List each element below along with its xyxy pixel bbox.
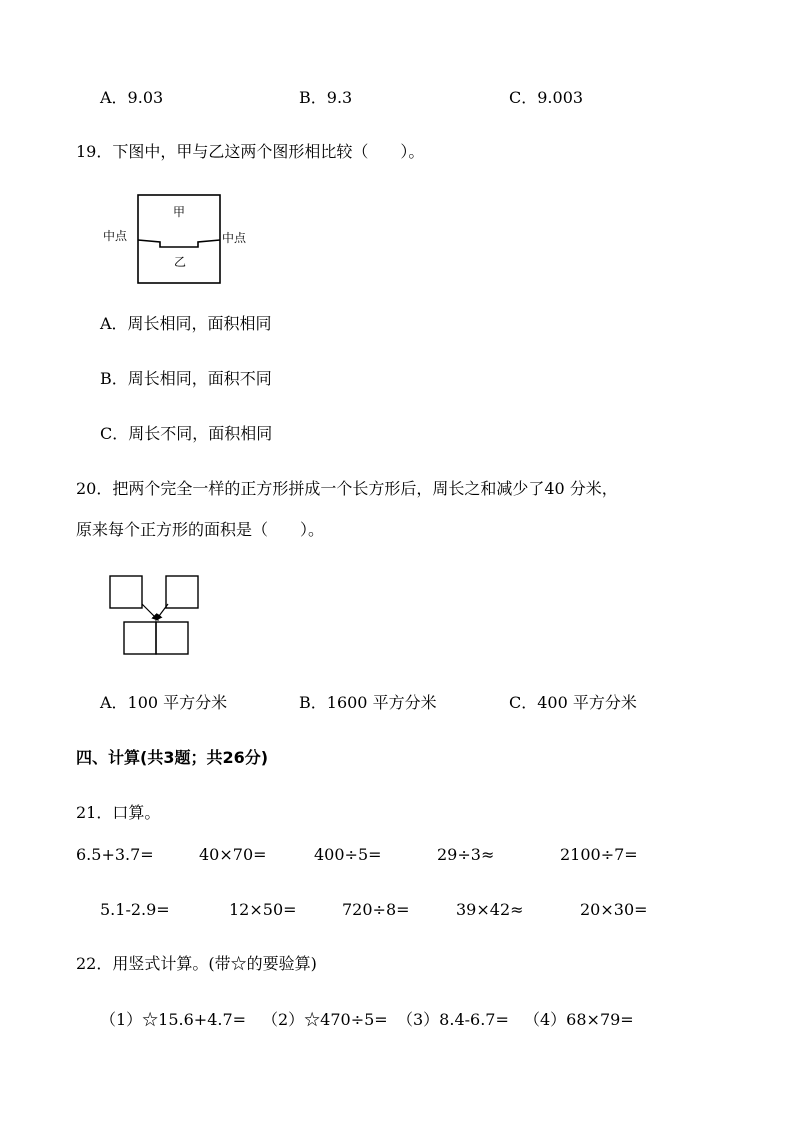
q21-row1-item4: 29÷3≈ (437, 845, 495, 864)
q18-option-c: C．9.003 (509, 88, 584, 107)
q21-row2-item4: 39×42≈ (456, 900, 524, 919)
q19-option-b: B．周长相同，面积不同 (100, 369, 272, 388)
q22-item2: （2）☆470÷5= (262, 1010, 388, 1029)
q18-option-b: B．9.3 (299, 88, 353, 107)
q19-question: 19．下图中，甲与乙这两个图形相比较（ ）。 (76, 142, 425, 161)
q21-row1-item3: 400÷5= (314, 845, 382, 864)
q22-item1: （1）☆15.6+4.7= (100, 1010, 247, 1029)
q20-option-c: C．400 平方分米 (509, 693, 637, 712)
q21-row1-item5: 2100÷7= (560, 845, 638, 864)
q22-item4: （4）68×79= (524, 1010, 634, 1029)
q19-label-right: 中点 (222, 231, 247, 245)
q21-row2-item5: 20×30= (580, 900, 648, 919)
section-4-title: 四、计算(共3题；共26分) (76, 748, 269, 767)
q20-question-line1: 20．把两个完全一样的正方形拼成一个长方形后，周长之和减少了40 分米， (76, 479, 618, 498)
q20-option-a: A．100 平方分米 (100, 693, 228, 712)
q21-row2-item2: 12×50= (229, 900, 297, 919)
q21-row2-item1: 5.1-2.9= (100, 900, 170, 919)
q20-figure (100, 568, 210, 660)
q21-row1-item1: 6.5+3.7= (76, 845, 154, 864)
q18-option-a: A．9.03 (100, 88, 164, 107)
q19-option-a: A．周长相同，面积相同 (100, 314, 272, 333)
q22-question: 22．用竖式计算。(带☆的要验算) (76, 954, 317, 973)
q19-label-bottom: 乙 (173, 255, 187, 269)
q21-question: 21．口算。 (76, 803, 161, 822)
q20-option-b: B．1600 平方分米 (299, 693, 437, 712)
q21-row1-item2: 40×70= (199, 845, 267, 864)
q19-option-c: C．周长不同，面积相同 (100, 424, 273, 443)
q20-question-line2: 原来每个正方形的面积是（ ）。 (76, 520, 325, 539)
q19-figure (100, 190, 260, 290)
q22-item3: （3）8.4-6.7= (397, 1010, 509, 1029)
q19-label-top: 甲 (172, 205, 186, 219)
q19-label-left: 中点 (103, 229, 128, 243)
q21-row2-item3: 720÷8= (342, 900, 410, 919)
